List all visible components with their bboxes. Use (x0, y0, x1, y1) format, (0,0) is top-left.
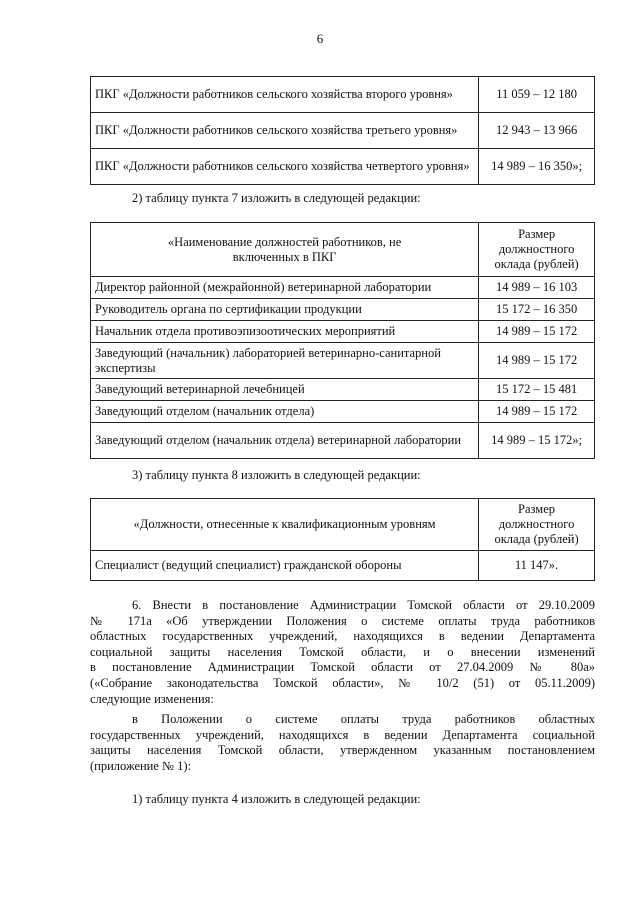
page-number: 6 (316, 31, 324, 46)
table-cell-name: ПКГ «Должности работников сельского хозяйства второго уровня» (91, 77, 479, 113)
paragraph-item-3: 3) таблицу пункта 8 изложить в следующей редакции: (132, 468, 421, 482)
table-cell-name: Заведующий (начальник) лабораторией ветеринарно-санитарной экспертизы (91, 343, 479, 379)
table-cell-value: 14 989 – 16 350»; (479, 149, 595, 185)
paragraph-amendment (90, 712, 595, 774)
table-header-value: Размер должностного оклада (рублей) (479, 499, 595, 551)
paragraph-line: защиты населения Томской области, утвержденном указанным постановлением (90, 743, 595, 758)
table-cell-value: 12 943 – 13 966 (479, 113, 595, 149)
paragraph-line: № 171а «Об утверждении Положения о системе оплаты труда работников (90, 613, 595, 628)
table-row (91, 113, 595, 149)
table-cell-value: 11 059 – 12 180 (479, 77, 595, 113)
table-cell-value: 14 989 – 15 172 (479, 343, 595, 379)
table-cell-value: 14 989 – 15 172 (479, 321, 595, 343)
table-cell-value: 15 172 – 16 350 (479, 299, 595, 321)
table-positions-not-in-pkg (90, 222, 595, 459)
paragraph-line: государственных учреждений, находящихся в ведении Департамента социальной (90, 727, 595, 742)
table-row (91, 379, 595, 401)
table-cell-value: 15 172 – 15 481 (479, 379, 595, 401)
paragraph-item-2: 2) таблицу пункта 7 изложить в следующей редакции: (132, 191, 421, 205)
table-cell-value: 14 989 – 16 103 (479, 277, 595, 299)
table-row (91, 149, 595, 185)
table-row (91, 277, 595, 299)
table-qualification-levels (90, 498, 595, 581)
table-header-name (91, 223, 479, 277)
paragraph-line: социальной защиты населения Томской области, и о внесении изменений (90, 644, 595, 659)
table-cell-value: 11 147». (479, 551, 595, 581)
table-cell-name: Начальник отдела противоэпизоотических мероприятий (91, 321, 479, 343)
table-pkg-agriculture (90, 76, 595, 185)
table-row (91, 423, 595, 459)
table-row (91, 321, 595, 343)
paragraph-line: областных государственных учреждений, находящихся в ведении Департамента (90, 629, 595, 644)
table-header-name: «Должности, отнесенные к квалификационным уровням (91, 499, 479, 551)
table-header-value: Размер должностного оклада (рублей) (479, 223, 595, 277)
paragraph-line: (приложение № 1): (90, 758, 191, 773)
table-header-row (91, 499, 595, 551)
paragraph-item-6 (90, 598, 595, 707)
paragraph-line: в Положении о системе оплаты труда работников областных (132, 712, 595, 726)
paragraph-line: («Собрание законодательства Томской области», № 10/2 (51) от 05.11.2009) (90, 675, 595, 690)
table-row (91, 551, 595, 581)
paragraph-line: следующие изменения: (90, 691, 214, 706)
table-row (91, 77, 595, 113)
table-cell-name: Специалист (ведущий специалист) гражданской обороны (91, 551, 479, 581)
table-cell-name: Руководитель органа по сертификации продукции (91, 299, 479, 321)
table-cell-name: ПКГ «Должности работников сельского хозяйства третьего уровня» (91, 113, 479, 149)
paragraph-line: в постановление Администрации Томской области от 27.04.2009 № 80а» (90, 660, 595, 675)
table-row (91, 401, 595, 423)
paragraph-item-1: 1) таблицу пункта 4 изложить в следующей редакции: (132, 792, 421, 806)
table-cell-value: 14 989 – 15 172»; (479, 423, 595, 459)
table-header-name-text: «Наименование должностей работников, не включенных в ПКГ (167, 234, 402, 264)
paragraph-line: 6. Внести в постановление Администрации Томской области от 29.10.2009 (132, 598, 595, 612)
table-cell-name: ПКГ «Должности работников сельского хозяйства четвертого уровня» (91, 149, 479, 185)
table-cell-value: 14 989 – 15 172 (479, 401, 595, 423)
table-row (91, 343, 595, 379)
table-header-row (91, 223, 595, 277)
table-cell-name: Директор районной (межрайонной) ветеринарной лаборатории (91, 277, 479, 299)
table-cell-name: Заведующий ветеринарной лечебницей (91, 379, 479, 401)
table-row (91, 299, 595, 321)
table-cell-name: Заведующий отделом (начальник отдела) (91, 401, 479, 423)
table-cell-name: Заведующий отделом (начальник отдела) ветеринарной лаборатории (91, 423, 479, 459)
